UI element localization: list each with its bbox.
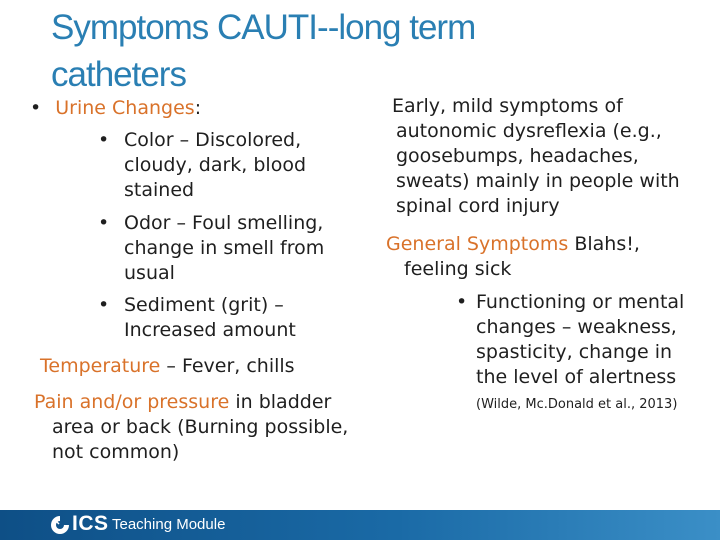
functioning-item bbox=[476, 290, 704, 390]
footer-bar bbox=[0, 510, 720, 540]
early-line: Early, mild symptoms of bbox=[392, 95, 623, 117]
early-line: goosebumps, headaches, bbox=[396, 145, 639, 167]
general-symptoms-text: Blahs!, bbox=[568, 233, 640, 255]
ics-logo-text: ICS bbox=[72, 512, 109, 535]
pain-item bbox=[34, 390, 370, 465]
general-symptoms-line2: feeling sick bbox=[404, 258, 512, 280]
urine-changes-label: Urine Changes bbox=[55, 97, 195, 119]
early-line: sweats) mainly in people with bbox=[396, 170, 680, 192]
temperature-label: Temperature bbox=[40, 355, 161, 377]
sub-item-odor bbox=[124, 211, 364, 286]
sub-bullet-sediment: • bbox=[98, 294, 110, 316]
bullet: • bbox=[30, 97, 42, 119]
functioning-line: changes – weakness, bbox=[476, 316, 677, 338]
sub-item-line: Color – Discolored, bbox=[124, 129, 302, 151]
title-line-2: catheters bbox=[51, 55, 186, 94]
functioning-line: spasticity, change in bbox=[476, 341, 673, 363]
sub-bullet-color: • bbox=[98, 129, 110, 151]
citation: (Wilde, Mc.Donald et al., 2013) bbox=[476, 397, 678, 412]
pain-line: not common) bbox=[52, 441, 180, 463]
sub-bullet-odor: • bbox=[98, 212, 110, 234]
sub-item-sediment bbox=[124, 293, 364, 343]
early-line: autonomic dysreflexia (e.g., bbox=[396, 120, 662, 142]
pain-text: in bladder bbox=[229, 391, 332, 413]
urine-changes-suffix: : bbox=[194, 97, 202, 119]
urine-changes-item bbox=[30, 96, 201, 121]
general-symptoms-label: General Symptoms bbox=[386, 233, 569, 255]
footer-label: Teaching Module bbox=[112, 516, 226, 533]
temperature-text: – Fever, chills bbox=[160, 355, 295, 377]
pain-label: Pain and/or pressure bbox=[34, 391, 230, 413]
sub-item-line: Odor – Foul smelling, bbox=[124, 212, 324, 234]
sub-item-line: stained bbox=[124, 179, 195, 201]
early-line: spinal cord injury bbox=[396, 195, 560, 217]
functioning-line: the level of alertness bbox=[476, 366, 677, 388]
title-line-1: Symptoms CAUTI--long term bbox=[51, 8, 476, 47]
slide-title bbox=[51, 4, 571, 98]
ics-logo-icon bbox=[50, 515, 70, 535]
functioning-bullet: • bbox=[456, 291, 468, 313]
pain-line: area or back (Burning possible, bbox=[52, 416, 349, 438]
functioning-line: Functioning or mental bbox=[476, 291, 685, 313]
sub-item-color bbox=[124, 128, 364, 203]
general-symptoms-block bbox=[386, 232, 704, 282]
sub-item-line: Increased amount bbox=[124, 319, 296, 341]
sub-item-line: usual bbox=[124, 262, 175, 284]
sub-item-line: cloudy, dark, blood bbox=[124, 154, 307, 176]
sub-item-line: change in smell from bbox=[124, 237, 325, 259]
temperature-item bbox=[40, 354, 295, 379]
sub-item-line: Sediment (grit) – bbox=[124, 294, 284, 316]
early-symptoms-block bbox=[392, 94, 702, 219]
